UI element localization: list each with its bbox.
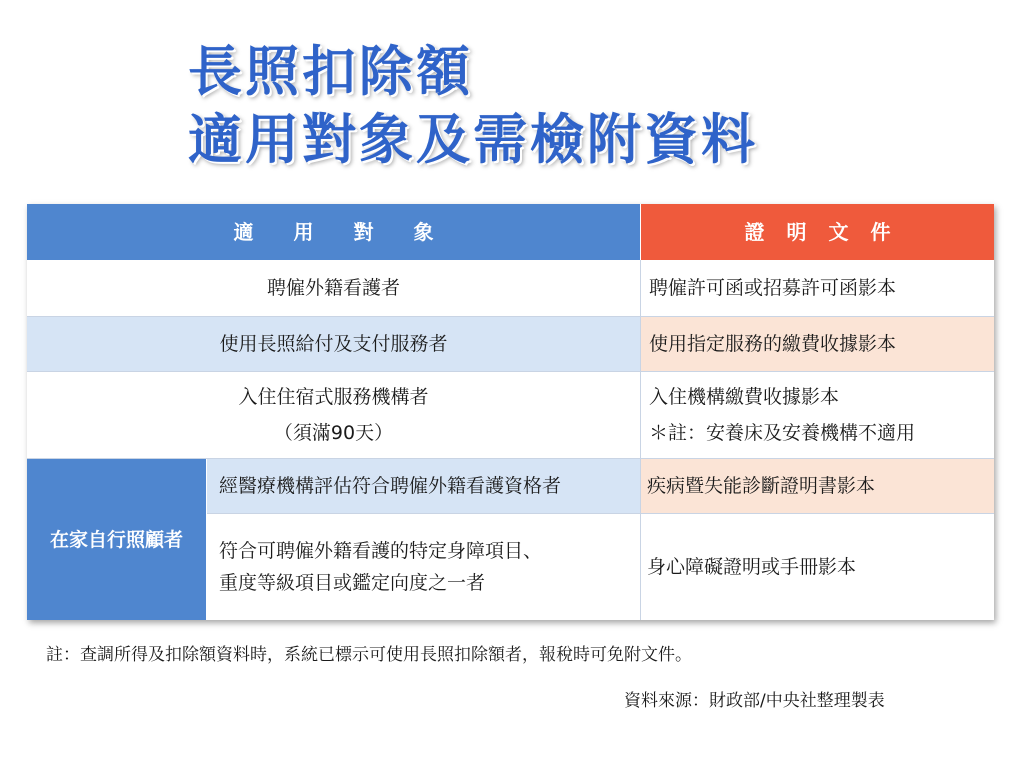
page-title (188, 38, 758, 174)
row-2-target: 使用長照給付及支付服務者 (27, 317, 640, 371)
home-care-row-1-target: 經醫療機構評估符合聘僱外籍看護資格者 (207, 459, 640, 513)
column-divider (640, 260, 641, 620)
home-care-row-2-document: 身心障礙證明或手冊影本 (641, 514, 994, 620)
home-care-row-2-target-line-1: 符合可聘僱外籍看護的特定身障項目、 (219, 540, 543, 562)
source-credit: 資料來源：財政部/中央社整理製表 (624, 691, 885, 711)
home-care-row-2-target-line-2: 重度等級項目或鑑定向度之一者 (219, 572, 486, 594)
row-3-document (641, 372, 994, 458)
title-line-2: 適用對象及需檢附資料 (188, 108, 758, 171)
row-1-document: 聘僱許可函或招募許可函影本 (641, 260, 994, 316)
footnote: 註：查調所得及扣除額資料時，系統已標示可使用長照扣除額者，報稅時可免附文件。 (46, 645, 692, 665)
eligibility-table (27, 204, 994, 620)
row-3-target (27, 372, 640, 458)
home-care-divider (206, 459, 207, 620)
title-line-1: 長照扣除額 (188, 40, 473, 103)
row-divider (27, 316, 994, 317)
home-care-label: 在家自行照顧者 (27, 459, 206, 620)
home-care-row-2-target (207, 514, 640, 620)
home-care-row-1-document: 疾病暨失能診斷證明書影本 (641, 459, 994, 513)
row-3-document-line-1: 入住機構繳費收據影本 (649, 386, 840, 408)
row-divider (27, 458, 994, 459)
row-2-document: 使用指定服務的繳費收據影本 (641, 317, 994, 371)
row-1-target: 聘僱外籍看護者 (27, 260, 640, 316)
header-applicable: 適用對象 (27, 204, 640, 260)
header-documents: 證明文件 (641, 204, 994, 260)
row-3-document-line-2: ＊註：安養床及安養機構不適用 (649, 422, 916, 444)
row-divider (27, 371, 994, 372)
row-divider (207, 513, 994, 514)
row-3-target-line-2: （須滿90天） (273, 422, 394, 444)
row-3-target-line-1: 入住住宿式服務機構者 (238, 386, 429, 408)
